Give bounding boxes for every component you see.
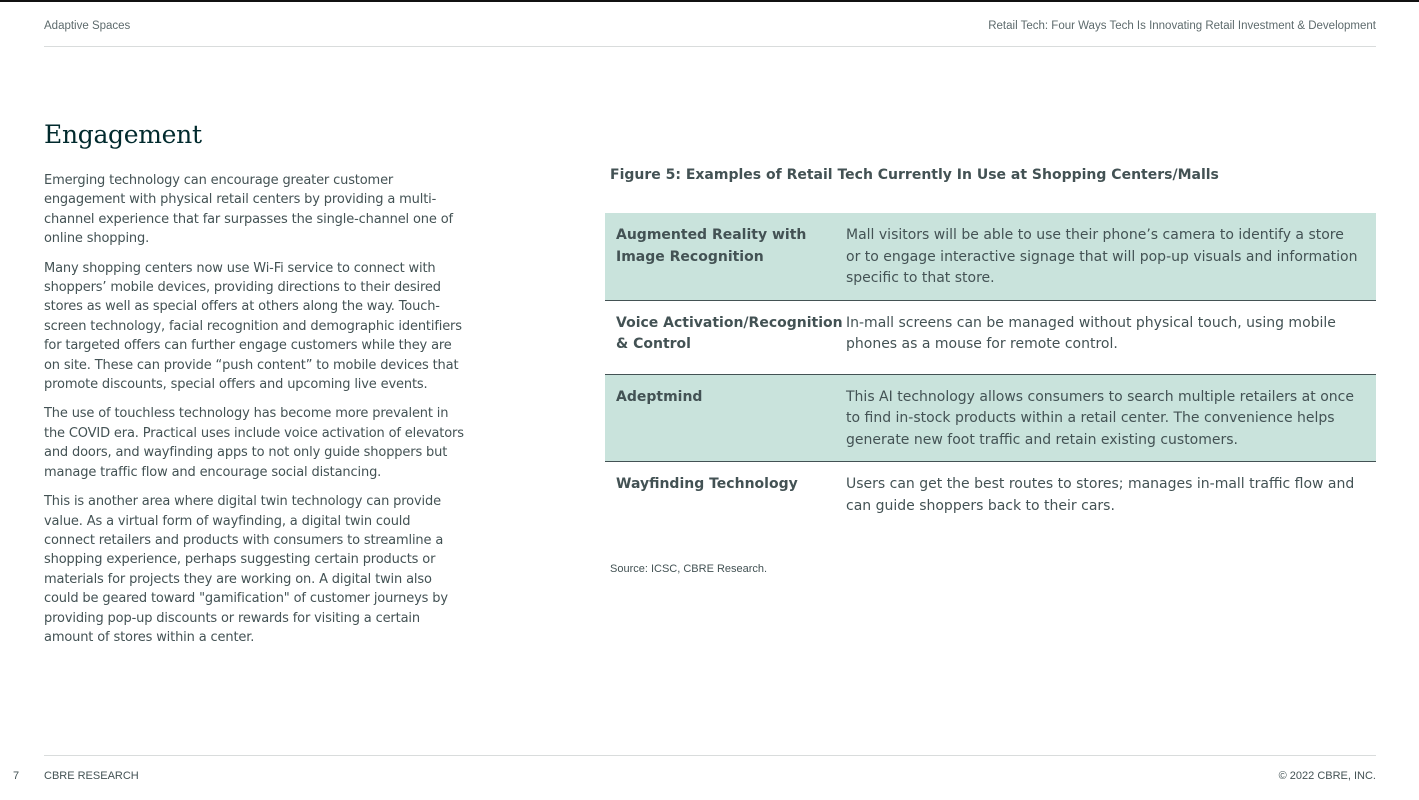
section-title: Engagement xyxy=(44,120,202,149)
page-number: 7 xyxy=(13,770,20,782)
tech-name-cell: Wayfinding Technology xyxy=(616,476,798,492)
footer-divider xyxy=(44,755,1376,756)
footer-left-label: CBRE RESEARCH xyxy=(44,770,139,782)
header-right-label: Retail Tech: Four Ways Tech Is Innovating Retail Investment & Development xyxy=(988,20,1376,32)
figure-source: Source: ICSC, CBRE Research. xyxy=(610,563,768,575)
tech-description-cell: In-mall screens can be managed without physical touch, using mobile phones as a mouse for remote control. xyxy=(846,314,1336,352)
figure-title: Figure 5: Examples of Retail Tech Currently In Use at Shopping Centers/Malls xyxy=(610,167,1219,183)
tech-description-cell: Users can get the best routes to stores; manages in-mall traffic flow and can guide shoppers back to their cars. xyxy=(846,476,1355,514)
header-divider xyxy=(44,46,1376,47)
footer-copyright: © 2022 CBRE, INC. xyxy=(1278,770,1376,782)
tech-name-cell: Voice Activation/Recognition & Control xyxy=(616,314,843,352)
body-text-column xyxy=(44,171,464,657)
body-paragraph: This is another area where digital twin technology can provide value. As a virtual form of wayfinding, a digital twin could connect retailers and products with consumers to streamline a shopping experience, perhaps suggesting certain products or materials for projects they are working on. A digital twin also could be geared toward "gamification" of customer journeys by providing pop-up discounts or rewards for visiting a certain amount of stores within a center. xyxy=(44,494,448,645)
header-left-label: Adaptive Spaces xyxy=(44,20,131,32)
table-row xyxy=(605,375,1376,463)
body-paragraph: Emerging technology can encourage greater customer engagement with physical retail centers by providing a multi-channel experience that far surpasses the single-channel one of online shopping. xyxy=(44,173,453,247)
tech-name-cell: Adeptmind xyxy=(616,388,703,405)
body-paragraph: Many shopping centers now use Wi-Fi service to connect with shoppers’ mobile devices, providing directions to their desired stores as well as special offers at others along the way. Touch-screen technology, facial recognition and demographic identifiers for targeted offers can further engage customers while they are on site. These can provide “push content” to mobile devices that promote discounts, special offers and upcoming live events. xyxy=(44,260,462,393)
tech-name-cell: Augmented Reality with Image Recognition xyxy=(616,227,807,265)
table-row xyxy=(605,301,1376,375)
table-row xyxy=(605,462,1376,527)
retail-tech-table xyxy=(605,213,1376,527)
tech-description-cell: Mall visitors will be able to use their phone’s camera to identify a store or to engage interactive signage that will pop-up visuals and information specific to that store. xyxy=(846,227,1358,286)
tech-description-cell: This AI technology allows consumers to search multiple retailers at once to find in-stock products within a retail center. The convenience helps generate new foot traffic and retain existing customers. xyxy=(846,388,1354,448)
body-paragraph: The use of touchless technology has become more prevalent in the COVID era. Practical uses include voice activation of elevators and doors, and wayfinding apps to not only guide shoppers but manage traffic flow and encourage social distancing. xyxy=(44,406,464,480)
table-row xyxy=(605,213,1376,301)
